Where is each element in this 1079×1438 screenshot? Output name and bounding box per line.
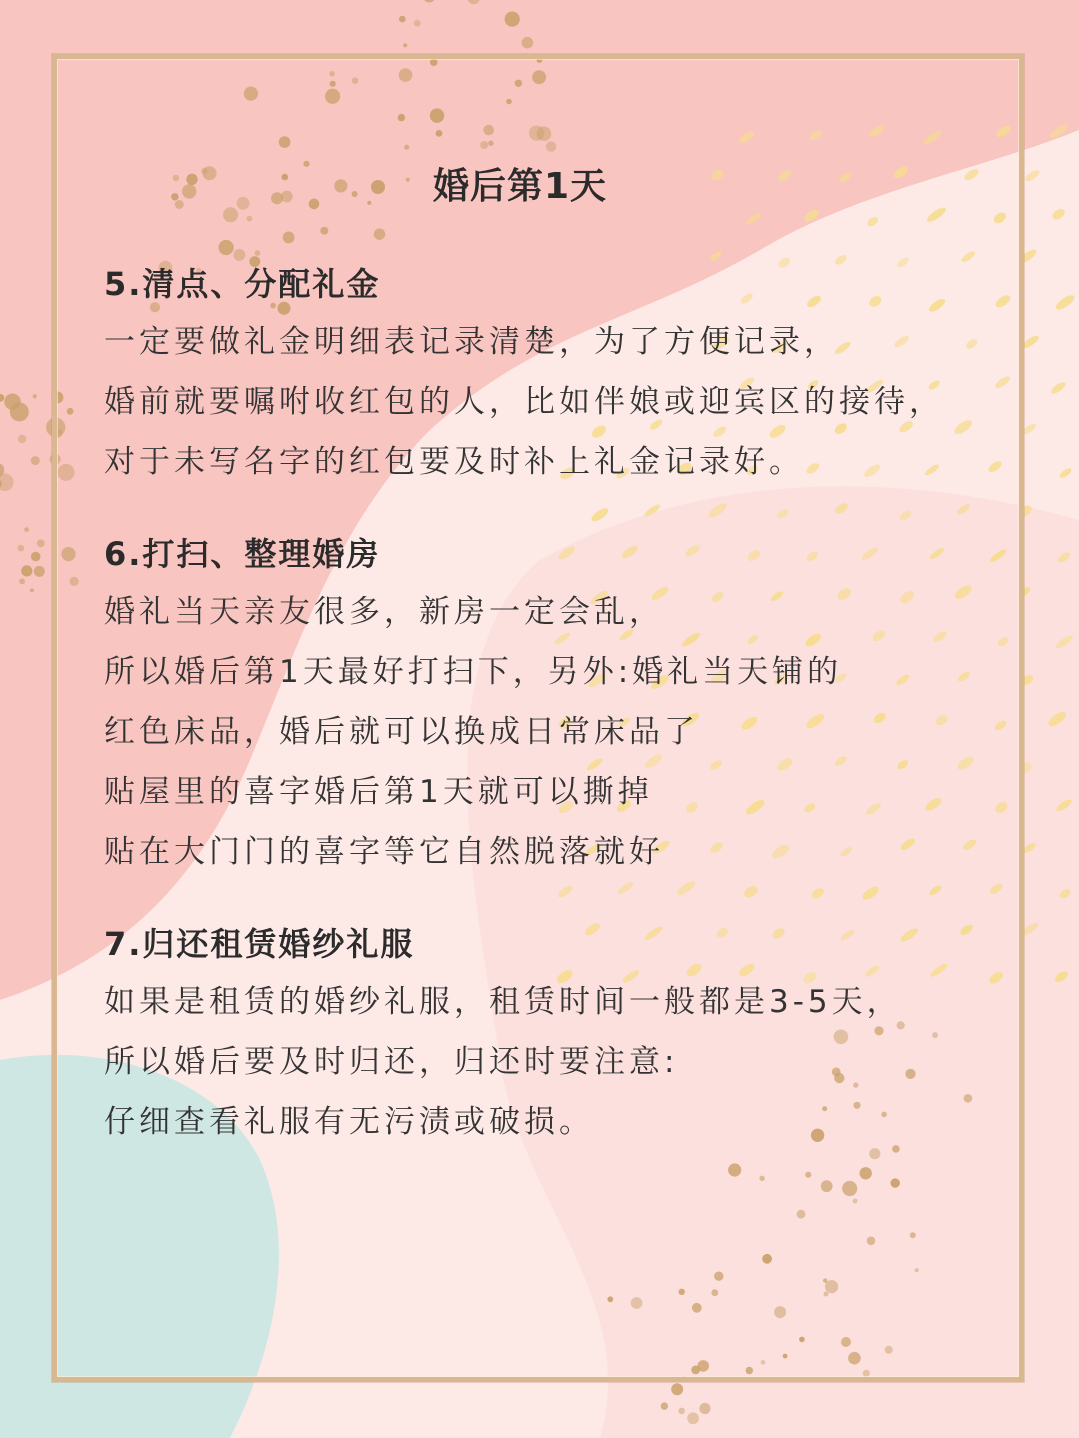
body-line: 贴在大门门的喜字等它自然脱落就好 xyxy=(104,834,664,870)
section-return-dress xyxy=(104,916,1034,1152)
section-gift-money xyxy=(104,256,1034,492)
body-line: 婚礼当天亲友很多，新房一定会乱， xyxy=(104,594,664,630)
body-line: 红色床品，婚后就可以换成日常床品了 xyxy=(104,714,699,750)
section-heading: 7.归还租赁婚纱礼服 xyxy=(104,925,415,963)
body-line: 所以婚后要及时归还，归还时要注意: xyxy=(104,1044,679,1080)
body-line: 仔细查看礼服有无污渍或破损。 xyxy=(104,1104,594,1140)
body-line: 如果是租赁的婚纱礼服，租赁时间一般都是3-5天， xyxy=(104,984,902,1020)
body-line: 所以婚后第1天最好打扫下，另外:婚礼当天铺的 xyxy=(104,654,843,690)
section-clean-room xyxy=(104,526,1034,882)
body-line: 对于未写名字的红包要及时补上礼金记录好。 xyxy=(104,444,804,480)
section-heading: 6.打扫、整理婚房 xyxy=(104,535,381,573)
body-line: 婚前就要嘱咐收红包的人，比如伴娘或迎宾区的接待， xyxy=(104,384,944,420)
page-title: 婚后第1天 xyxy=(432,166,608,207)
body-line: 贴屋里的喜字婚后第1天就可以撕掉 xyxy=(104,774,653,810)
section-heading: 5.清点、分配礼金 xyxy=(104,265,381,303)
body-line: 一定要做礼金明细表记录清楚，为了方便记录， xyxy=(104,324,839,360)
